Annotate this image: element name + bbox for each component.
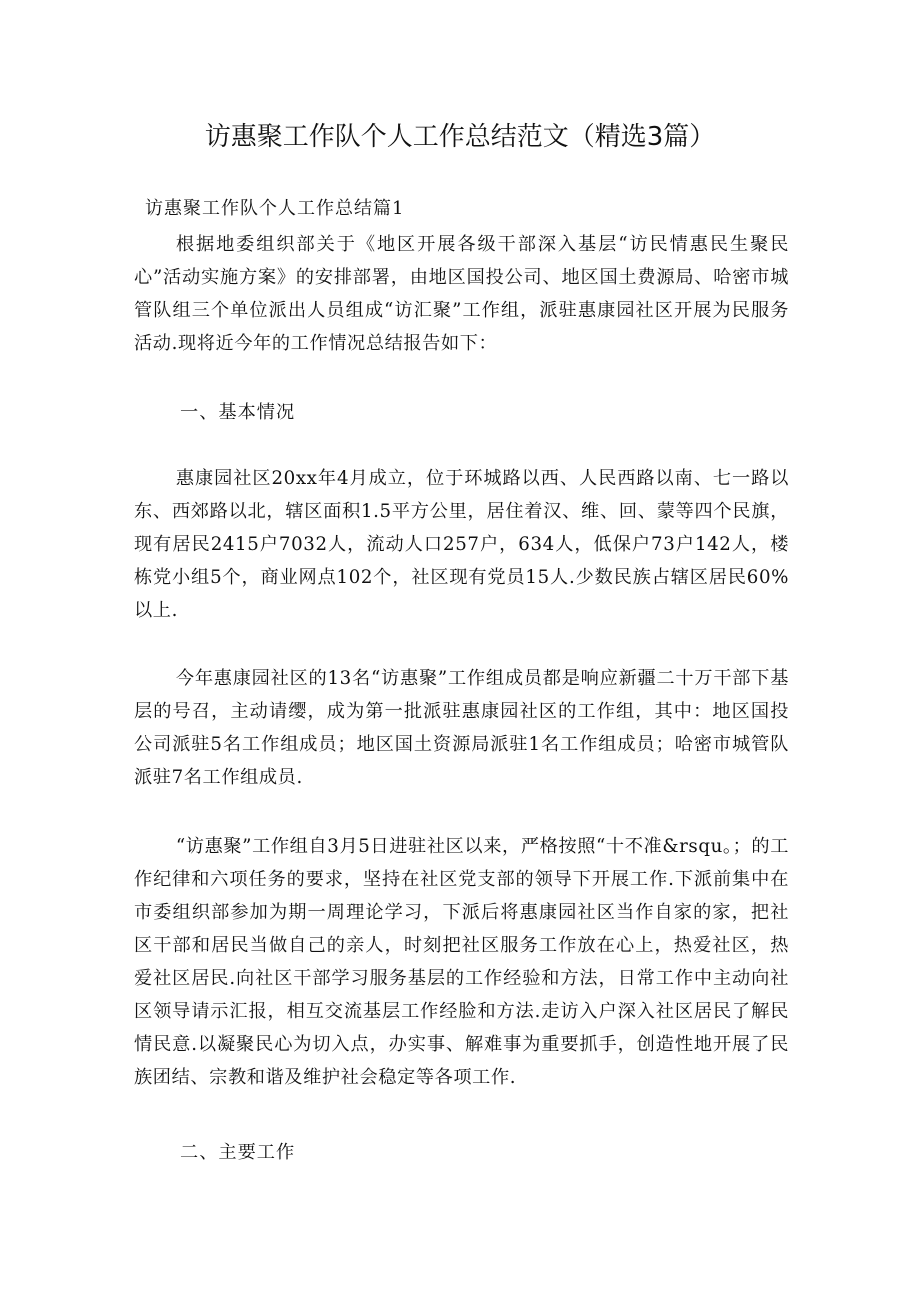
heading-basic-situation: 一、基本情况 [180, 402, 296, 423]
paragraph-team-members: 今年惠康园社区的13名“访惠聚”工作组成员都是响应新疆二十万干部下基层的号召，主动请缨，成为第一批派驻惠康园社区的工作组，其中：地区国投公司派驻5名工作组成员；地区国土资源局派驻1名工作组成员；哈密市城管队派驻7名工作组成员. [134, 668, 789, 788]
paragraph-team-work: “访惠聚”工作组自3月5日进驻社区以来，严格按照“十不准&rsqu。；的工作纪律和六项任务的要求，坚持在社区党支部的领导下开展工作.下派前集中在市委组织部参加为期一周理论学习，下派后将惠康园社区当作自家的家，把社区干部和居民当做自己的亲人，时刻把社区服务工作放在心上，热爱社区，热爱社区居民.向社区干部学习服务基层的工作经验和方法，日常工作中主动向社区领导请示汇报，相互交流基层工作经脸和方法.走访入户深入社区居民了解民情民意.以凝聚民心为切入点，办实事、解难事为重要抓手，创造性地开展了民族团结、宗教和谐及维护社会稳定等各项工作. [134, 836, 789, 1088]
paragraph-intro: 根据地委组织部关于《地区开展各级干部深入基层“访民情惠民生聚民心”活动实施方案》的安排部署，由地区国投公司、地区国土费源局、哈密市城管队组三个单位派出人员组成“访汇聚”工作组，派驻惠康园社区开展为民服务活动.现将近今年的工作情况总结报告如下： [134, 234, 789, 354]
heading-main-work: 二、主要工作 [180, 1142, 296, 1163]
section-subtitle: 访惠聚工作队个人工作总结篇1 [145, 198, 405, 219]
paragraph-basic-info: 惠康园社区20xx年4月成立，位于环城路以西、人民西路以南、七一路以东、西郊路以北，辖区面积1.5平方公里，居住着汉、维、回、蒙等四个民旗，现有居民2415户7032人，流动人口257户，634人，低保户73户142人，楼栋党小组5个，商业网点102个，社区现有党员15人.少数民族占辖区居民60%以上. [134, 468, 789, 621]
document-title: 访惠聚工作队个人工作总结范文（精选3篇） [204, 122, 716, 152]
